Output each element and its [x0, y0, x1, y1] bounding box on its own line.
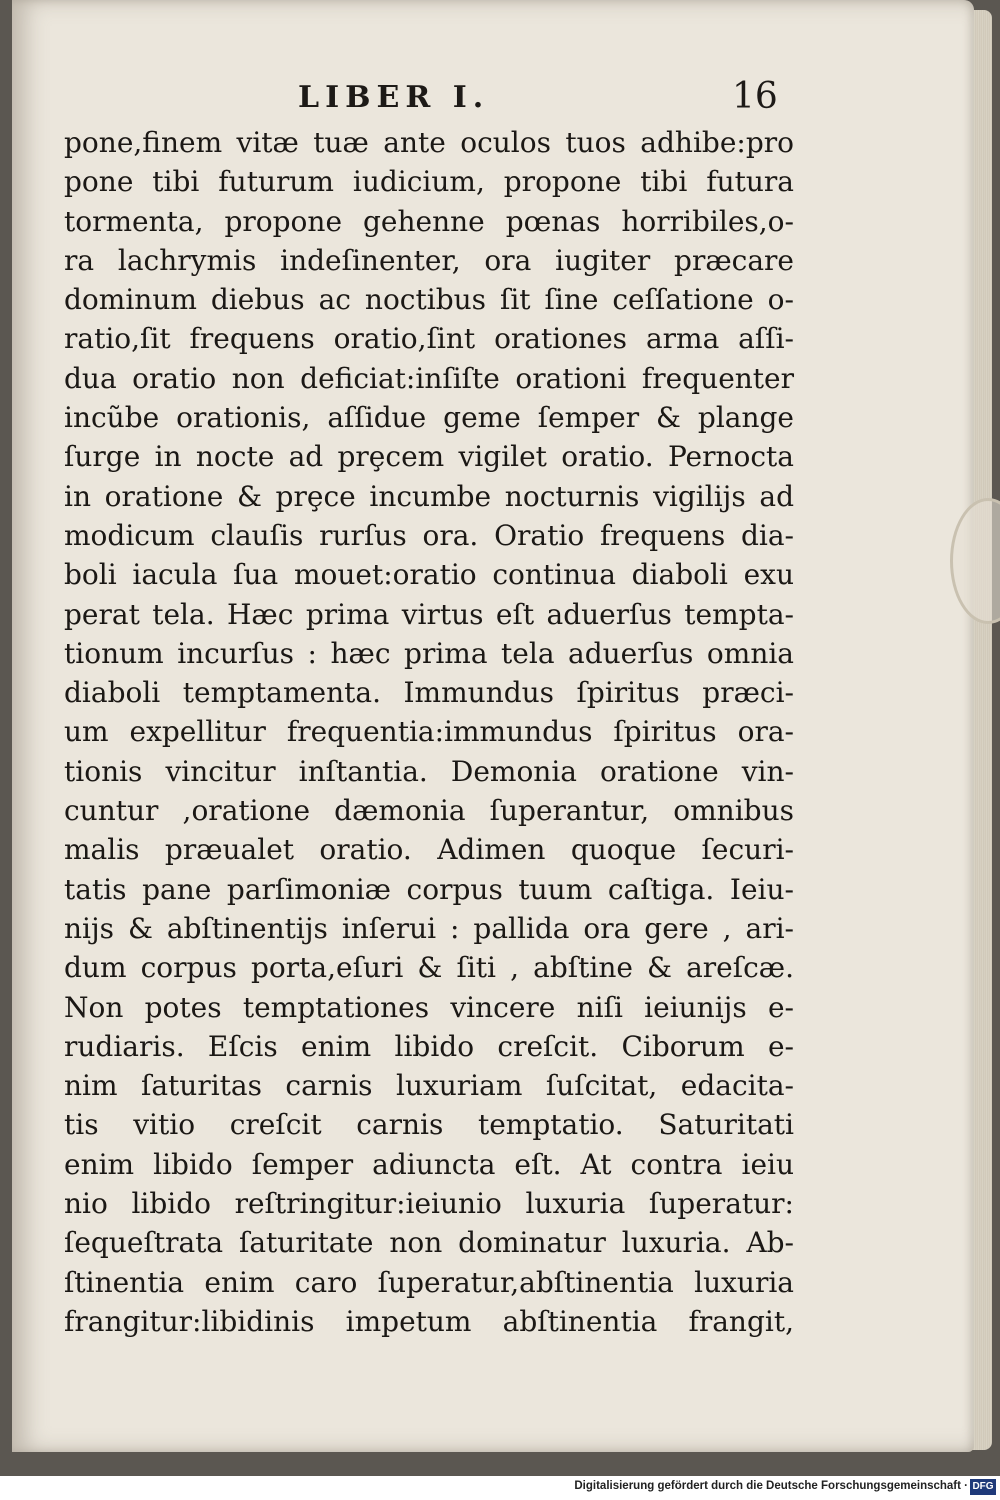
dfg-logo: DFG [970, 1479, 996, 1495]
page-header [62, 78, 782, 118]
text-line: tionis vincitur inſtantia. Demonia oratione vin- [64, 754, 794, 788]
text-line: diaboli temptamenta. Immundus ſpiritus præci- [64, 676, 794, 710]
text-line: enim libido ſemper adiuncta eſt. At contra ieiu [64, 1147, 794, 1181]
text-line: modicum clauſis rurſus ora. Oratio frequens dia- [64, 518, 794, 552]
text-line: tormenta, propone gehenne pœnas horribiles,o- [64, 204, 794, 238]
footer-bar [0, 1476, 1000, 1500]
text-line: pone,finem vitæ tuæ ante oculos tuos adhibe:pro [64, 126, 794, 159]
text-line: dominum diebus ac noctibus ſit ſine ceſſatione o- [64, 283, 794, 317]
text-line: perat tela. Hæc prima virtus eſt aduerſus tempta- [64, 597, 794, 631]
text-line: tis vitio creſcit carnis temptatio. Saturitati [64, 1108, 794, 1142]
text-line: ſurge in nocte ad prȩcem vigilet oratio. Pernocta [64, 440, 794, 474]
text-line: ratio,ſit frequens oratio,ſint orationes arma aſſi- [64, 322, 794, 356]
text-line: ſtinentia enim caro ſuperatur,abſtinentia luxuria [64, 1265, 794, 1299]
text-line: incũbe orationis, aſſidue geme ſemper & plange [64, 401, 794, 435]
text-line: nio libido reſtringitur:ieiunio luxuria ſuperatur: [64, 1187, 794, 1221]
text-line: tionum incurſus : hæc prima tela aduerſus omnia [64, 636, 794, 670]
running-head: LIBER I. [298, 80, 490, 115]
text-line: malis præualet oratio. Adimen quoque ſecuri- [64, 833, 794, 867]
text-line: dum corpus porta,eſuri & ſiti , abſtine & areſcæ. [64, 951, 794, 985]
text-line: um expellitur frequentia:immundus ſpiritus ora- [64, 715, 794, 749]
text-line: ra lachrymis indeſinenter, ora iugiter præcare [64, 243, 794, 277]
text-line: in oratione & prȩce incumbe nocturnis vigilijs ad [64, 479, 794, 513]
text-line: cuntur ,oratione dæmonia ſuperantur, omnibus [64, 794, 794, 828]
text-line: boli iacula ſua mouet:oratio continua diaboli exu [64, 558, 794, 592]
text-line: dua oratio non deficiat:inſiſte orationi frequenter [64, 361, 794, 395]
clasp-mark [950, 498, 1000, 624]
text-line: tatis pane parſimoniæ corpus tuum caſtiga. Ieiu- [64, 872, 794, 906]
funding-credit: Digitalisierung gefördert durch die Deutsche Forschungsgemeinschaft · [574, 1480, 968, 1492]
body-text [64, 123, 794, 1341]
text-line: nijs & abſtinentijs inſerui : pallida ora gere , ari- [64, 911, 794, 945]
text-line: frangitur:libidinis impetum abſtinentia frangit, [64, 1304, 794, 1338]
text-line: pone tibi futurum iudicium, propone tibi futura [64, 165, 794, 199]
text-line: ſequeſtrata ſaturitate non dominatur luxuria. Ab- [64, 1226, 794, 1260]
text-line: Non potes temptationes vincere niſi ieiunijs e- [64, 990, 794, 1024]
folio-number: 16 [732, 76, 778, 117]
text-line: rudiaris. Eſcis enim libido creſcit. Ciborum e- [64, 1029, 794, 1063]
text-line: nim ſaturitas carnis luxuriam ſuſcitat, edacita- [64, 1069, 794, 1103]
